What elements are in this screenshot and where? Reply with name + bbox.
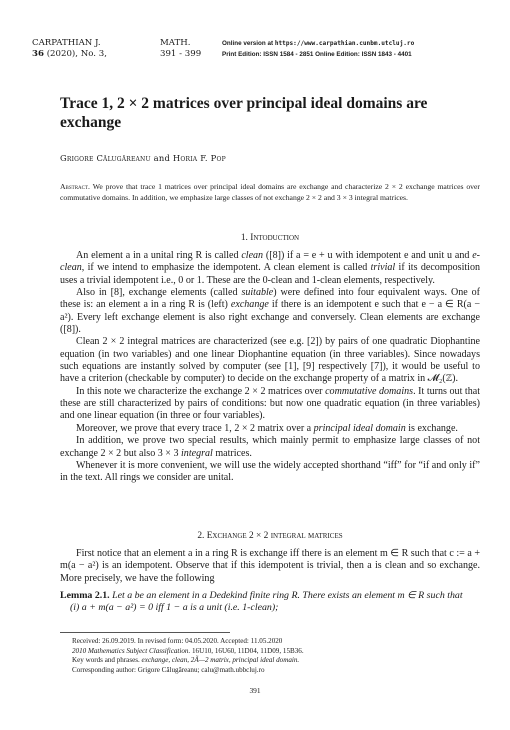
section-1-number: 1. [240, 233, 248, 243]
section-2-title: Exchange 2 × 2 integral matrices [206, 531, 343, 541]
journal-volume-line [32, 49, 107, 60]
journal-name-math: MATH. [160, 38, 191, 48]
footnote-divider [60, 632, 230, 633]
author-1: Grigore Călugăreanu [60, 153, 151, 163]
intro-paragraph-2: Also in [8], exchange elements (called suitable) were defined into four equivalent ways. One of these is: an element a in a ring R is (left) exchange if there is an idempotent e such that e − a ∈ R(a − a²). Every left exchange element is also right exchange and conversely. Clean elements are exchange ([8]). [60, 287, 480, 336]
intro-paragraph-7: Whenever it is more convenient, we will use the widely accepted shorthand “iff” for “if and only if” in the text. All rings we consider are unital. [60, 459, 480, 484]
journal-year-issue: (2020), No. 3, [43, 49, 107, 59]
page-number: 391 [249, 686, 261, 695]
abstract [60, 181, 480, 203]
journal-pages [160, 38, 201, 60]
received-dates: Received: 26.09.2019. In revised form: 04.05.2020. Accepted: 11.05.2020 [72, 637, 283, 645]
keywords: Key words and phrases. exchange, clean, 2Ã—2 matrix, principal ideal domain. [72, 656, 300, 665]
intro-paragraph-1: An element a in a unital ring R is called clean ([8]) if a = e + u with idempotent e and unit u and e-clean, if we intend to emphasize the idempotent. A clean element is called trivial if its decomposition uses a trivial idempotent i.e., 0 or 1. These are the 0-clean and 1-clean elements, respectively. [60, 250, 480, 286]
intro-paragraph-4: In this note we characterize the exchange 2 × 2 matrices over commutative domains. It turns out that these are still characterized by pairs of conditions: but now one quadratic equation (in three variables) and one linear equation (in three or four variables). [60, 385, 480, 422]
lemma-2-1 [60, 590, 480, 615]
lemma-label: Lemma 2.1. [60, 590, 110, 601]
corresponding-author: Corresponding author: Grigore Călugăreanu; calu@math.ubbcluj.ro [72, 665, 265, 674]
intro-paragraph-3: Clean 2 × 2 integral matrices are characterized (see e.g. [2]) by pairs of one quadratic Diophantine equation (in two variables) and one linear Diophantine equation (in three variables). Since nowadays such equations are instantly solved by computer (see [1], [9] respectively [7]), it would be useful to have a criterion (checkable by computer) to decide on the exchange property of a matrix in 𝓜₂(ℤ). [60, 336, 480, 385]
author-2: Horia F. Pop [172, 153, 226, 163]
abstract-label: Abstract. [60, 182, 90, 191]
section-2-number: 2. [197, 531, 205, 541]
introduction-body [60, 250, 480, 485]
section-1-title: Intoduction [250, 233, 300, 243]
page-range: 391 - 399 [160, 49, 202, 59]
section-2-heading [60, 531, 480, 541]
lemma-item-1: (i) a + m(a − a²) = 0 iff 1 − a is a unit (i.e. 1-clean); [70, 602, 279, 614]
intro-paragraph-6: In addition, we prove two special results, which mainly permit to emphasize large classes of not exchange 2 × 2 but also 3 × 3 integral matrices. [60, 435, 480, 459]
online-info [222, 38, 414, 60]
online-url[interactable]: https://www.carpathian.cunbm.utcluj.ro [274, 40, 415, 47]
journal-citation [32, 38, 107, 60]
journal-name: CARPATHIAN J. [32, 38, 101, 48]
section-2-paragraph-1: First notice that an element a in a ring R is exchange iff there is an element m ∈ R such that c := a + m(a − a²) is an idempotent. Observe that if this idempotent is trivial, then a is clean and so exchange. More precisely, we have the following [60, 548, 480, 584]
lemma-statement: Let a be an element in a Dedekind finite ring R. There exists an element m ∈ R such that [112, 590, 463, 601]
issn-line: Print Edition: ISSN 1584 - 2851 Online Edition: ISSN 1843 - 4401 [222, 51, 412, 58]
author-line [60, 153, 226, 163]
journal-volume: 36 [32, 49, 44, 59]
online-label: Online version at [222, 40, 274, 47]
intro-paragraph-5: Moreover, we prove that every trace 1, 2 × 2 matrix over a principal ideal domain is exchange. [76, 422, 458, 434]
section-2-body [60, 548, 480, 585]
author-and: and [153, 153, 171, 163]
abstract-text: We prove that trace 1 matrices over principal ideal domains are exchange and characterize 2 × 2 exchange matrices over commutative domains. In addition, we emphasize large classes of not exchange 2 × 2 and 3 × 3 integral matrices. [60, 182, 480, 203]
paper-title: Trace 1, 2 × 2 matrices over principal ideal domains are exchange [60, 95, 428, 131]
msc-classification: 2010 Mathematics Subject Classification. 16U10, 16U60, 11D04, 11D09, 15B36. [72, 646, 304, 655]
section-1-heading [60, 233, 480, 243]
footnotes [72, 637, 482, 675]
